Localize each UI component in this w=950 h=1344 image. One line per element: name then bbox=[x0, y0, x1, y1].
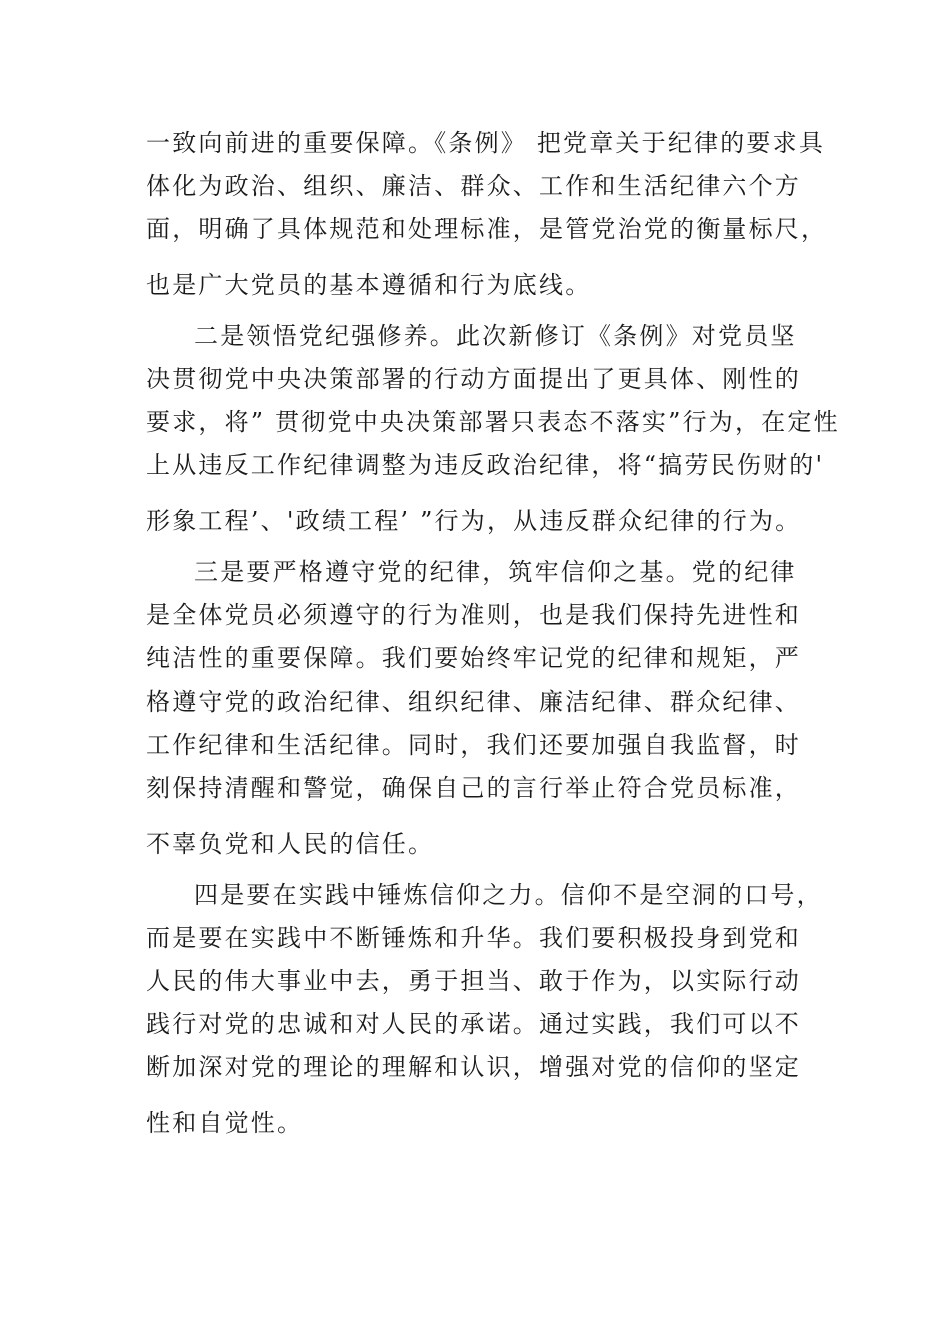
text-line: 断加深对党的理论的理解和认识，增强对党的信仰的坚定 bbox=[146, 1053, 801, 1081]
text-line: 四是要在实践中锤炼信仰之力。信仰不是空洞的口号， bbox=[194, 881, 823, 909]
text-line: 工作纪律和生活纪律。同时，我们还要加强自我监督，时 bbox=[146, 731, 801, 759]
text-line: 面，明确了具体规范和处理标准，是管党治党的衡量标尺， bbox=[146, 215, 828, 243]
text-line: 决贯彻党中央决策部署的行动方面提出了更具体、刚性的 bbox=[146, 365, 801, 393]
text-line: 上从违反工作纪律调整为违反政治纪律，将“搞劳民伤财的' bbox=[146, 451, 825, 479]
text-line: 性和自觉性。 bbox=[146, 1109, 304, 1137]
text-line: 体化为政治、组织、廉洁、群众、工作和生活纪律六个方 bbox=[146, 172, 801, 200]
text-line: 也是广大党员的基本遵循和行为底线。 bbox=[146, 271, 592, 299]
text-line: 刻保持清醒和警觉，确保自己的言行举止符合党员标准， bbox=[146, 774, 801, 802]
text-line: 践行对党的忠诚和对人民的承诺。通过实践，我们可以不 bbox=[146, 1010, 801, 1038]
text-line: 是全体党员必须遵守的行为准则，也是我们保持先进性和 bbox=[146, 601, 801, 629]
text-line: 二是领悟党纪强修养。此次新修订《条例》对党员坚 bbox=[194, 322, 797, 350]
text-line: 三是要严格遵守党的纪律，筑牢信仰之基。党的纪律 bbox=[194, 558, 797, 586]
text-line: 人民的伟大事业中去，勇于担当、敢于作为，以实际行动 bbox=[146, 967, 801, 995]
text-line: 而是要在实践中不断锤炼和升华。我们要积极投身到党和 bbox=[146, 924, 801, 952]
text-line: 要求，将” 贯彻党中央决策部署只表态不落实”行为，在定性 bbox=[146, 408, 840, 436]
text-line: 纯洁性的重要保障。我们要始终牢记党的纪律和规矩，严 bbox=[146, 644, 801, 672]
text-line: 形象工程’、'政绩工程’ ”行为，从违反群众纪律的行为。 bbox=[146, 507, 802, 535]
text-line: 格遵守党的政治纪律、组织纪律、廉洁纪律、群众纪律、 bbox=[146, 688, 801, 716]
text-line: 一致向前进的重要保障。《条例》 把党章关于纪律的要求具 bbox=[146, 129, 826, 157]
text-line: 不辜负党和人民的信任。 bbox=[146, 830, 435, 858]
